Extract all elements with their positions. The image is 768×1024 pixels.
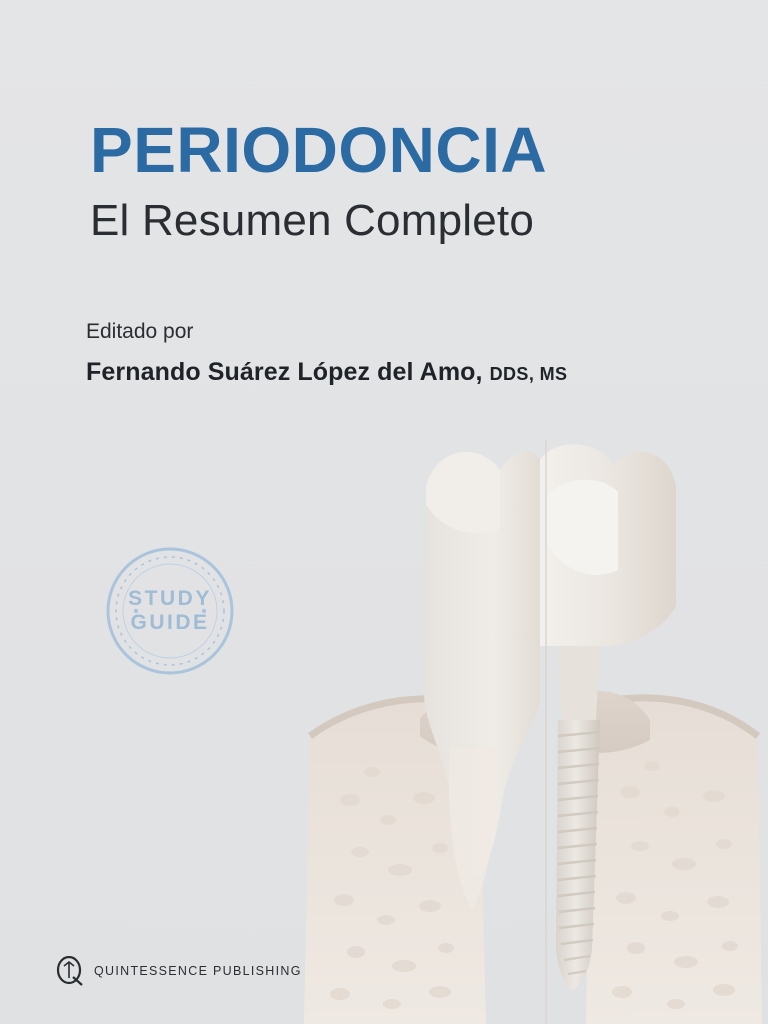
publisher-name: QUINTESSENCE PUBLISHING (94, 964, 302, 978)
quintessence-q-icon (56, 956, 84, 986)
title-block (90, 114, 710, 246)
seal-line-2: GUIDE (130, 611, 210, 634)
seal-line-1: STUDY (128, 587, 212, 611)
book-subtitle: El Resumen Completo (90, 196, 534, 245)
book-title: PERIODONCIA (90, 114, 548, 186)
edited-by-label: Editado por (86, 320, 194, 343)
editor-degrees: DDS, MS (489, 364, 568, 384)
editor-block (86, 320, 706, 387)
study-guide-seal (100, 541, 240, 681)
editor-full-name: Fernando Suárez López del Amo, (86, 358, 483, 386)
tooth-and-implant-illustration (300, 400, 768, 1024)
publisher-logo (56, 956, 302, 986)
editor-name (86, 358, 706, 387)
